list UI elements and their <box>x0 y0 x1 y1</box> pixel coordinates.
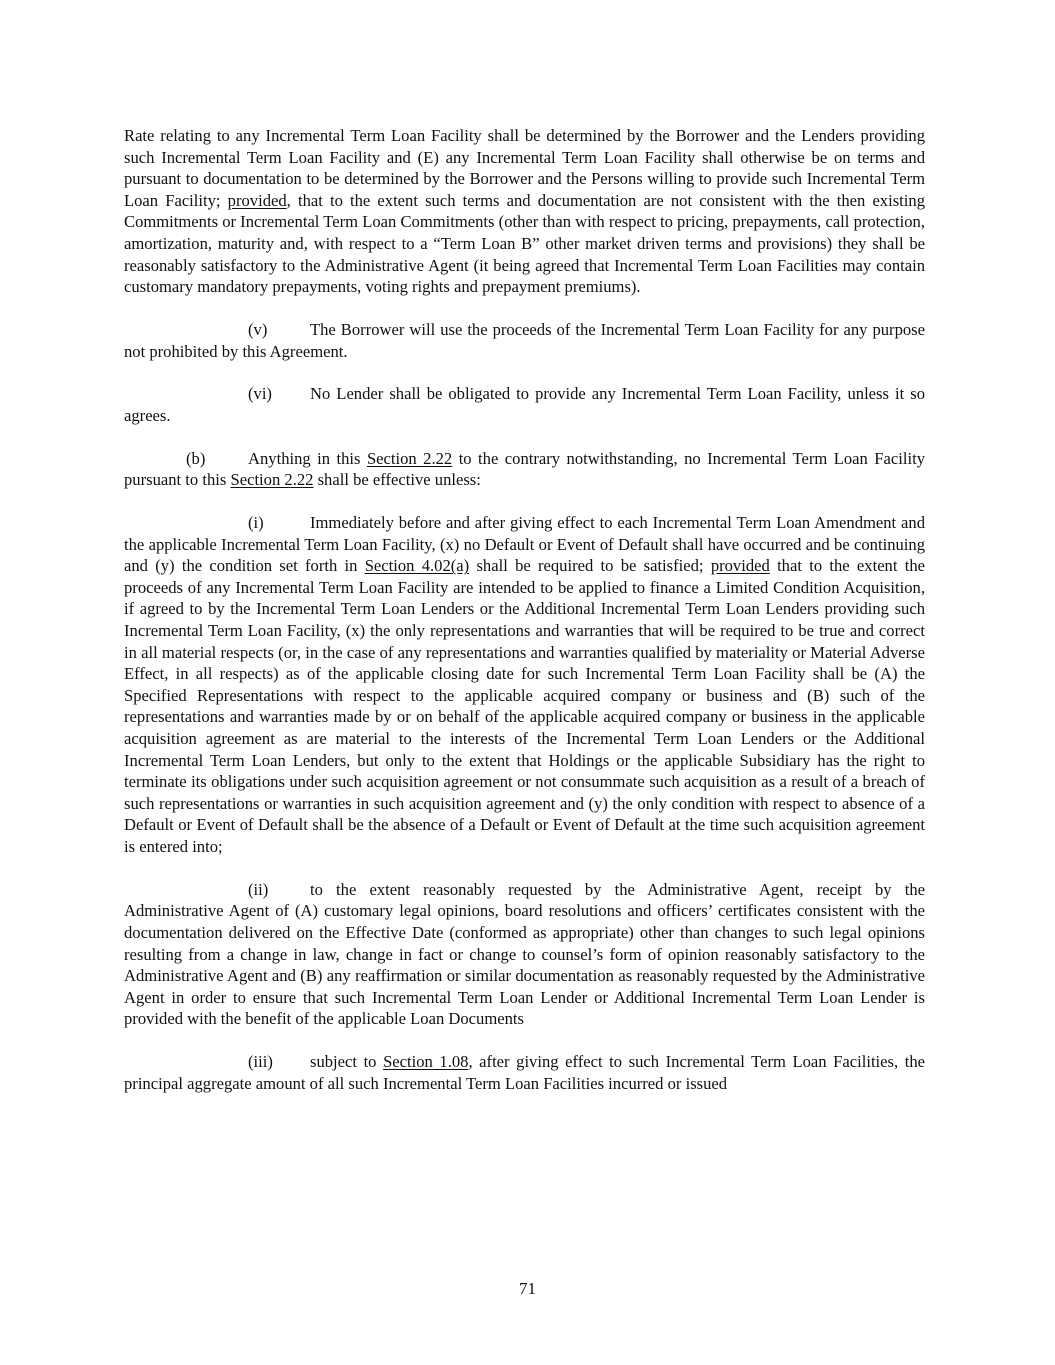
section-reference: Section 2.22 <box>366 448 453 468</box>
clause-text: The Borrower will use the proceeds of the Incremental Term Loan Facility for any purpose not prohibited by this Agreement. <box>124 319 925 361</box>
clause-vi <box>124 383 925 426</box>
section-reference: Section 4.02(a) <box>364 556 470 576</box>
clause-text: , after giving effect to such Incremental Term Loan Facilities, the principal aggregate amount of all such Incremental Term Loan Facilities incurred or issued <box>124 1052 925 1093</box>
clause-text: that to the extent the proceeds of any Incremental Term Loan Facility are intended to be applied to finance a Limited Condition Acquisition, if agreed to by the Incremental Term Loan Lenders or the Additional Incremental Term Loan Lenders providing such Incremental Term Loan Facility, (x) the only representations and warranties that will be required to be true and correct in all material respects (or, in the case of any representations and warranties qualified by materiality or Material Adverse Effect, in all respects) as of the applicable closing date for such Incremental Term Loan Facility shall be (A) the Specified Representations with respect to the applicable acquired company or business and (B) such of the representations and warranties made by or on behalf of the applicable acquired company or business in the applicable acquisition agreement as are material to the interests of the Incremental Term Loan Lenders or the Additional Incremental Term Loan Lenders, but only to the extent that Holdings or the applicable Subsidiary has the right to terminate its obligations under such acquisition agreement or not consummate such acquisition as a result of a breach of such representations or warranties in such acquisition agreement and (y) the only condition with respect to absence of a Default or Event of Default shall be the absence of a Default or Event of Default at the time such acquisition agreement is entered into; <box>124 556 925 856</box>
clause-text: to the extent reasonably requested by the Administrative Agent, receipt by the Administrative Agent of (A) customary legal opinions, board resolutions and officers’ certificates consistent with the documentation delivered on the Effective Date (conformed as appropriate) other than changes to such legal opinions resulting from a change in law, change in fact or change to counsel’s form of opinion reasonably satisfactory to the Administrative Agent and (B) any reaffirmation or similar documentation as reasonably requested by the Administrative Agent in order to ensure that such Incremental Term Loan Lender or Additional Incremental Term Loan Lender is provided with the benefit of the applicable Loan Documents <box>124 879 925 1029</box>
clause-b <box>124 448 925 491</box>
document-body <box>124 125 925 1115</box>
paragraph-text: Rate relating to any Incremental Term Loan Facility shall be determined by the Borrower and the Lenders providing such Incremental Term Loan Facility and (E) any Incremental Term Loan Facility shall otherwise be on terms and pursuant to documentation to be determined by the Borrower and the Persons willing to provide such Incremental Term Loan Facility; <box>124 126 925 210</box>
provided-term: provided <box>710 556 770 576</box>
section-reference: Section 2.22 <box>230 470 314 490</box>
clause-ii <box>124 879 925 1030</box>
clause-label: (v) <box>248 319 268 339</box>
clause-label: (iii) <box>248 1052 273 1072</box>
clause-text: Immediately before and after giving effect to each Incremental Term Loan Amendment and the applicable Incremental Term Loan Facility, (x) no Default or Event of Default shall have occurred and be continuing and (y) the condition set forth in <box>124 513 925 576</box>
section-reference: Section 1.08 <box>383 1052 469 1072</box>
provided-term: provided <box>227 190 287 210</box>
clause-text: Anything in this <box>248 448 367 468</box>
clause-v <box>124 319 925 362</box>
clause-iii <box>124 1051 925 1094</box>
clause-i <box>124 512 925 858</box>
clause-label: (b) <box>186 448 206 468</box>
page-number: 71 <box>519 1279 536 1298</box>
paragraph-text: , that to the extent such terms and documentation are not consistent with the then existing Commitments or Incremental Term Loan Commitments (other than with respect to pricing, prepayments, call protection, amortization, maturity and, with respect to a “Term Loan B” other market driven terms and provisions) they shall be reasonably satisfactory to the Administrative Agent (it being agreed that Incremental Term Loan Facilities may contain customary mandatory prepayments, voting rights and prepayment premiums). <box>124 190 925 297</box>
clause-text: subject to <box>310 1052 384 1072</box>
clause-text: No Lender shall be obligated to provide any Incremental Term Loan Facility, unless it so agrees. <box>124 384 925 425</box>
paragraph-rate-terms <box>124 125 925 298</box>
clause-label: (vi) <box>248 384 272 404</box>
clause-text: to the contrary notwithstanding, no Incremental Term Loan Facility pursuant to this <box>124 448 925 490</box>
clause-text: shall be effective unless: <box>313 470 481 490</box>
clause-text: shall be required to be satisfied; <box>469 556 711 576</box>
clause-label: (ii) <box>248 879 269 899</box>
clause-label: (i) <box>248 513 264 533</box>
